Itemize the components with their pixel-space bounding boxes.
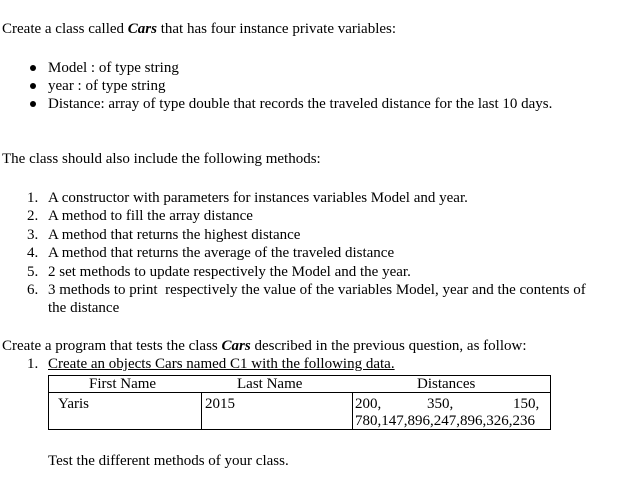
method-item: 3 methods to print respectively the value of the variables Model, year and the contents of [48, 282, 586, 298]
table-cell-distance: 150, [513, 396, 540, 412]
intro-text [2, 20, 396, 38]
table-cell-distance: 350, [427, 396, 454, 412]
table-cell-first-name: Yaris [58, 396, 89, 412]
method-item: A method to fill the array distance [48, 208, 253, 224]
table-header-last-name: Last Name [237, 376, 303, 392]
variable-item: year : of type string [48, 78, 166, 94]
table-header-first-name: First Name [89, 376, 157, 392]
data-table [48, 375, 551, 430]
table-cell-distance-line2: 780,147,896,247,896,326,236 [355, 413, 535, 429]
method-item-continuation: the distance [48, 300, 120, 316]
intro-prefix: Create a class called [2, 21, 128, 37]
method-number: 6. [27, 282, 39, 298]
table-cell-last-name: 2015 [205, 396, 235, 412]
table-cell-distance: 200, [355, 396, 382, 412]
bullet-dot-icon [30, 83, 36, 89]
program-class-name: Cars [221, 338, 251, 354]
variable-item: Model : of type string [48, 60, 179, 76]
variable-item: Distance: array of type double that records the traveled distance for the last 10 days. [48, 96, 553, 112]
closing-text: Test the different methods of your class. [48, 453, 289, 469]
method-item: 2 set methods to update respectively the Model and the year. [48, 264, 411, 280]
program-intro [2, 337, 526, 355]
table-header-distances: Distances [417, 376, 476, 392]
bullet-dot-icon [30, 101, 36, 107]
program-step-text: Create an objects Cars named C1 with the following data. [48, 356, 395, 372]
program-prefix: Create a program that tests the class [2, 338, 222, 354]
method-number: 2. [27, 208, 39, 224]
program-step-number: 1. [27, 356, 39, 372]
method-item: A method that returns the average of the traveled distance [48, 245, 395, 261]
method-number: 3. [27, 227, 39, 243]
table-column-divider [352, 392, 353, 429]
program-suffix: described in the previous question, as follow: [250, 338, 527, 354]
method-item: A method that returns the highest distance [48, 227, 301, 243]
intro-class-name: Cars [127, 21, 157, 37]
table-column-divider [201, 392, 202, 429]
bullet-dot-icon [30, 65, 36, 71]
methods-intro: The class should also include the following methods: [2, 151, 321, 167]
method-item: A constructor with parameters for instances variables Model and year. [48, 190, 468, 206]
method-number: 4. [27, 245, 39, 261]
intro-suffix: that has four instance private variables: [156, 21, 397, 37]
method-number: 5. [27, 264, 39, 280]
method-number: 1. [27, 190, 39, 206]
